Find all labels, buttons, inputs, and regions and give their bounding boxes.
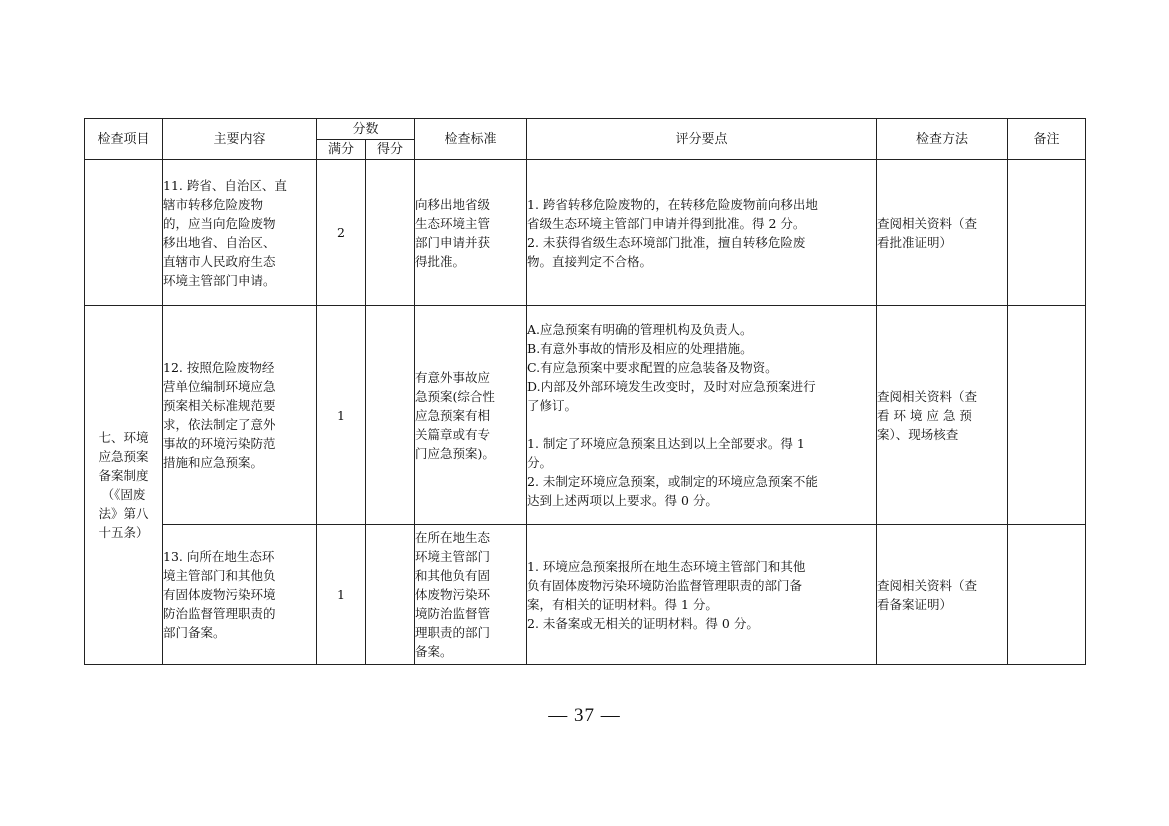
- points-cell: [527, 525, 877, 665]
- text-line: 求，依法制定了意外: [163, 417, 276, 432]
- text-line: 急预案(综合性: [415, 388, 495, 404]
- text-line: 有意外事故应: [415, 369, 491, 385]
- text-line: （《固废: [101, 487, 146, 502]
- points-cell: [527, 160, 877, 306]
- text-line: C.有应急预案中要求配置的应急装备及物资。: [527, 360, 778, 375]
- text-line: 了修订。: [527, 398, 578, 413]
- text-line: 看批准证明）: [877, 234, 953, 250]
- text-line: 法》第八: [98, 506, 149, 521]
- text-line: 得批准。: [415, 253, 466, 269]
- remark-cell[interactable]: [1008, 306, 1086, 525]
- text-line: 物。直接判定不合格。: [527, 253, 653, 269]
- text-line: 七、环境: [98, 430, 149, 445]
- text-line: A.应急预案有明确的管理机构及负责人。: [527, 322, 753, 337]
- table-row: [85, 306, 1086, 525]
- remark-cell[interactable]: [1008, 525, 1086, 665]
- got-score-cell[interactable]: [366, 160, 415, 306]
- text-line: 案）、现场核查: [877, 426, 959, 442]
- text-line: 事故的环境污染防范: [163, 436, 276, 451]
- text-line: 有固体废物污染环境: [163, 587, 276, 602]
- text-line: 的，应当向危险废物: [163, 215, 276, 231]
- item-cell-empty: [85, 160, 163, 306]
- text-line: 负有固体废物污染环境防治监督管理职责的部门备: [527, 577, 803, 593]
- table-row: [85, 525, 1086, 665]
- content-cell: [163, 525, 317, 665]
- got-score-cell[interactable]: [366, 525, 415, 665]
- text-line: 境主管部门和其他负: [163, 568, 276, 583]
- text-line: 措施和应急预案。: [163, 455, 264, 470]
- text-line: 查阅相关资料（查: [877, 215, 978, 231]
- full-score-cell: 2: [317, 160, 366, 306]
- text-line: 生态环境主管: [415, 215, 491, 231]
- text-line: 在所在地生态: [415, 530, 491, 545]
- header-full-score: 满分: [317, 140, 366, 160]
- content-cell: [163, 306, 317, 525]
- text-line: 直辖市人民政府生态: [163, 253, 276, 269]
- text-line: 应急预案: [98, 449, 149, 464]
- text-line: 预案相关标准规范要: [163, 398, 276, 413]
- text-line: 1. 跨省转移危险废物的，在转移危险废物前向移出地: [527, 196, 818, 212]
- text-line: 境防治监督管: [415, 606, 491, 621]
- line-gap: [527, 415, 876, 434]
- text-line: 十五条）: [98, 525, 149, 540]
- text-line: 13. 向所在地生态环: [163, 549, 275, 564]
- text-line: 达到上述两项以上要求。得 0 分。: [527, 493, 718, 508]
- header-remark: 备注: [1008, 119, 1086, 160]
- header-content: 主要内容: [163, 119, 317, 160]
- text-line: 11. 跨省、自治区、直: [163, 177, 287, 193]
- page-number: — 37 —: [548, 705, 621, 726]
- header-score: 分数: [317, 119, 415, 140]
- text-line: 辖市转移危险废物: [163, 196, 264, 212]
- text-line: 2. 未获得省级生态环境部门批准，擅自转移危险废: [527, 234, 806, 250]
- text-line: 移出地省、自治区、: [163, 234, 276, 250]
- text-line: 部门申请并获: [415, 234, 491, 250]
- text-line: 2. 未备案或无相关的证明材料。得 0 分。: [527, 615, 759, 631]
- text-line: 体废物污染环: [415, 587, 491, 602]
- text-line: 营单位编制环境应急: [163, 379, 276, 394]
- header-row: [85, 119, 1086, 140]
- header-method: 检查方法: [877, 119, 1008, 160]
- text-line: 备案制度: [98, 468, 149, 483]
- standard-cell: [415, 160, 527, 306]
- header-got-score: 得分: [366, 140, 415, 160]
- text-line: 环境主管部门申请。: [163, 272, 276, 288]
- text-line: 12. 按照危险废物经: [163, 360, 275, 375]
- text-line: 防治监督管理职责的: [163, 606, 276, 621]
- full-score-cell: 1: [317, 525, 366, 665]
- text-line: 向移出地省级: [415, 196, 491, 212]
- text-line: 1. 环境应急预案报所在地生态环境主管部门和其他: [527, 558, 806, 574]
- text-line: 部门备案。: [163, 625, 226, 640]
- inspection-table: [84, 118, 1086, 665]
- section-label-cell: [85, 306, 163, 665]
- text-line: 应急预案有相: [415, 407, 491, 423]
- standard-cell: [415, 306, 527, 525]
- header-standard: 检查标准: [415, 119, 527, 160]
- standard-cell: [415, 525, 527, 665]
- text-line: 分。: [527, 455, 553, 470]
- text-line: 环境主管部门: [415, 549, 491, 564]
- text-line: 备案。: [415, 644, 453, 659]
- method-cell: [877, 306, 1008, 525]
- got-score-cell[interactable]: [366, 306, 415, 525]
- text-line: 关篇章或有专: [415, 426, 491, 442]
- text-line: 门应急预案)。: [415, 445, 495, 461]
- text-line: B.有意外事故的情形及相应的处理措施。: [527, 341, 753, 356]
- text-line: 案，有相关的证明材料。得 1 分。: [527, 596, 718, 612]
- text-line: 省级生态环境主管部门申请并得到批准。得 2 分。: [527, 215, 806, 231]
- method-cell: [877, 160, 1008, 306]
- text-line: 查阅相关资料（查: [877, 388, 978, 404]
- header-item: 检查项目: [85, 119, 163, 160]
- method-cell: [877, 525, 1008, 665]
- text-line: 和其他负有固: [415, 568, 491, 583]
- text-line: 理职责的部门: [415, 625, 491, 640]
- text-line: 看 环 境 应 急 预: [877, 407, 972, 423]
- content-cell: [163, 160, 317, 306]
- table-row: [85, 160, 1086, 306]
- text-line: 看备案证明）: [877, 596, 953, 612]
- full-score-cell: 1: [317, 306, 366, 525]
- text-line: 1. 制定了环境应急预案且达到以上全部要求。得 1: [527, 436, 805, 451]
- text-line: D.内部及外部环境发生改变时，及时对应急预案进行: [527, 379, 816, 394]
- remark-cell[interactable]: [1008, 160, 1086, 306]
- text-line: 2. 未制定环境应急预案，或制定的环境应急预案不能: [527, 474, 818, 489]
- points-cell: [527, 306, 877, 525]
- header-points: 评分要点: [527, 119, 877, 160]
- text-line: 查阅相关资料（查: [877, 577, 978, 593]
